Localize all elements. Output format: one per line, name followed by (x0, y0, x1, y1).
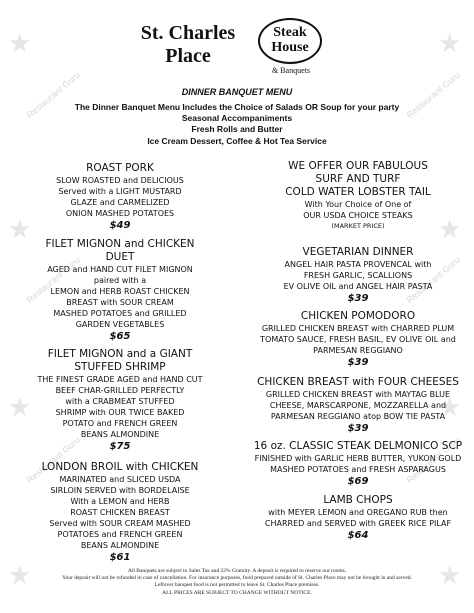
item-line: LEMON and HERB ROAST CHICKEN (50, 287, 190, 296)
watermark-text: Restaurant Guru (404, 254, 462, 306)
header-line: The Dinner Banquet Menu Includes the Choice of Salads OR Soup for your party (74, 102, 400, 112)
item-line: (MARKET PRICE) (331, 222, 385, 230)
logo-line: House (271, 40, 309, 55)
item-title: ROAST PORK (86, 162, 154, 174)
menu-item-steak-delmonico (248, 440, 468, 488)
item-line: ONION MASHED POTATOES (65, 209, 175, 218)
item-line: BEEF CHAR-GRILLED PERFECTLY (55, 386, 185, 395)
menu-item-filet-stuffed-shrimp (10, 348, 230, 453)
menu-title: DINNER BANQUET MENU (181, 87, 293, 97)
menu-item-chicken-four-cheeses (248, 376, 468, 435)
item-price: $64 (347, 530, 369, 541)
item-line: CHEESE, MARSCARPONE, MOZZARELLA and (269, 401, 447, 410)
item-line: PARMESAN REGGIANO atop BOW TIE PASTA (270, 412, 446, 421)
menu-item-vegetarian-dinner (248, 246, 468, 305)
watermark-text: Restaurant Guru (24, 254, 82, 306)
item-line: FRESH GARLIC, SCALLIONS (303, 271, 413, 280)
item-price: $39 (347, 293, 369, 304)
watermark-star-icon: ★ (8, 560, 32, 590)
item-title: FILET MIGNON and a GIANT (47, 348, 193, 360)
item-line: OUR USDA CHOICE STEAKS (303, 211, 413, 220)
logo-line: St. Charles (140, 22, 236, 44)
menu-item-london-broil (10, 461, 230, 564)
item-title: CHICKEN BREAST with FOUR CHEESES (257, 376, 459, 388)
item-line: PARMESAN REGGIANO (313, 346, 403, 355)
item-line: Served with a LIGHT MUSTARD (58, 187, 182, 196)
header-line: Seasonal Accompaniments (181, 113, 293, 123)
item-line: MASHED POTATOES and GRILLED (53, 309, 187, 318)
watermark-text: Restaurant Guru (404, 434, 462, 486)
item-line: ROAST CHICKEN BREAST (70, 508, 170, 517)
item-title: LAMB CHOPS (323, 494, 393, 506)
item-price: $75 (109, 441, 131, 452)
watermark-star-icon: ★ (438, 560, 462, 590)
menu-item-filet-chicken-duet (10, 238, 230, 343)
item-title: VEGETARIAN DINNER (302, 246, 414, 258)
item-line: BEANS ALMONDINE (80, 430, 160, 439)
item-line: paired with a (93, 276, 147, 285)
watermark-star-icon: ★ (8, 392, 32, 422)
watermark-star-icon: ★ (438, 214, 462, 244)
footer-line: ALL PRICES ARE SUBJECT TO CHANGE WITHOUT NOTICE. (162, 590, 312, 596)
item-title: 16 oz. CLASSIC STEAK DELMONICO SCP (253, 440, 463, 452)
item-line: TOMATO SAUCE, FRESH BASIL, EV OLIVE OIL and (260, 335, 456, 344)
watermark-star-icon: ★ (438, 28, 462, 58)
item-line: CHARRED and SERVED with GREEK RICE PILAF (264, 519, 452, 528)
item-line: GRILLED CHICKEN BREAST with MAYTAG BLUE (265, 390, 451, 399)
item-line: with MEYER LEMON and OREGANO RUB then (268, 508, 448, 517)
item-line: SHRIMP with OUR TWICE BAKED (55, 408, 185, 417)
header-line: Ice Cream Dessert, Coffee & Hot Tea Service (147, 136, 327, 146)
footer-line: All Banquets are subject to Sales Tax and 22% Gratuity. A deposit is required to reserve our rooms. (127, 568, 347, 574)
item-line: MASHED POTATOES and FRESH ASPARAGUS (270, 465, 446, 474)
item-line: BREAST with SOUR CREAM (66, 298, 174, 307)
item-title: STUFFED SHRIMP (74, 361, 166, 373)
item-title: WE OFFER OUR FABULOUS (288, 160, 428, 172)
menu-item-chicken-pomodoro (248, 310, 468, 369)
header-line: Fresh Rolls and Butter (191, 124, 283, 134)
item-line: EV OLIVE OIL and ANGEL HAIR PASTA (283, 282, 433, 291)
item-line: BEANS ALMONDINE (80, 541, 160, 550)
menu-item-surf-and-turf (248, 160, 468, 232)
item-line: COLD WATER LOBSTER TAIL (285, 186, 431, 198)
footer-line: Leftover banquet food is not permitted to leave St. Charles Place premises. (154, 582, 320, 588)
item-line: POTATO and FRENCH GREEN (62, 419, 178, 428)
item-line: With Your Choice of One of (304, 200, 412, 209)
item-line: SIRLOIN SERVED with BORDELAISE (50, 486, 190, 495)
item-price: $39 (347, 423, 369, 434)
logo-line: Steak (273, 25, 307, 40)
logo-banquets: & Banquets (272, 66, 310, 75)
logo-line: Place (165, 45, 211, 67)
watermark-text: Restaurant Guru (24, 434, 82, 486)
item-line: MARINATED and SLICED USDA (59, 475, 181, 484)
item-line: GRILLED CHICKEN BREAST with CHARRED PLUM (261, 324, 455, 333)
item-price: $61 (109, 552, 131, 563)
item-price: $65 (109, 331, 131, 342)
item-title: LONDON BROIL with CHICKEN (41, 461, 199, 473)
item-price: $69 (347, 476, 369, 487)
item-line: FINISHED with GARLIC HERB BUTTER, YUKON GOLD (254, 454, 462, 463)
item-line: Served with SOUR CREAM MASHED (49, 519, 191, 528)
item-line: THE FINEST GRADE AGED and HAND CUT (37, 375, 203, 384)
menu-item-roast-pork (10, 162, 230, 232)
item-line: with a CRABMEAT STUFFED (65, 397, 175, 406)
item-title: CHICKEN POMODORO (300, 310, 416, 322)
logo-steak-house-oval (258, 18, 322, 64)
footer-line: Your deposit will not be refunded in case of cancellation. For insurance purposes, food prepared outside of St. Charles Place may not be brought in and served. (62, 575, 412, 581)
watermark-text: Restaurant Guru (24, 69, 82, 121)
item-line: GLAZE and CARMELIZED (70, 198, 170, 207)
item-line: AGED and HAND CUT FILET MIGNON (47, 265, 193, 274)
item-title: DUET (105, 251, 135, 263)
watermark-star-icon: ★ (438, 392, 462, 422)
watermark-star-icon: ★ (8, 28, 32, 58)
watermark-text: Restaurant Guru (404, 69, 462, 121)
item-price: $49 (109, 220, 131, 231)
watermark-star-icon: ★ (8, 214, 32, 244)
item-line: POTATOES and FRENCH GREEN (57, 530, 183, 539)
item-line: GARDEN VEGETABLES (75, 320, 165, 329)
item-line: SLOW ROASTED and DELICIOUS (56, 176, 184, 185)
item-price: $39 (347, 357, 369, 368)
item-title: SURF AND TURF (315, 173, 401, 185)
item-line: ANGEL HAIR PASTA PROVENCAL with (284, 260, 432, 269)
logo-st-charles-place (128, 22, 248, 68)
item-title: FILET MIGNON and CHICKEN (45, 238, 195, 250)
menu-item-lamb-chops (248, 494, 468, 542)
item-line: With a LEMON and HERB (70, 497, 170, 506)
